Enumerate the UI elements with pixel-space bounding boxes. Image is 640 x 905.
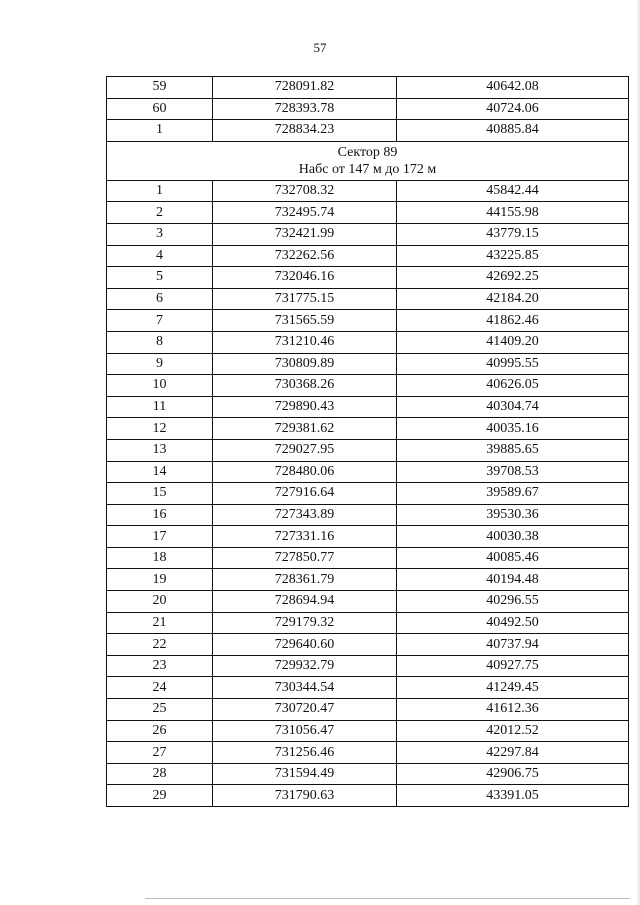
table-row bbox=[107, 245, 629, 267]
x-coordinate-cell: 728694.94 bbox=[213, 591, 397, 613]
y-coordinate-cell: 40296.55 bbox=[397, 591, 629, 613]
x-coordinate-cell: 727916.64 bbox=[213, 483, 397, 505]
x-coordinate-cell: 731594.49 bbox=[213, 763, 397, 785]
table-row bbox=[107, 353, 629, 375]
table-row bbox=[107, 223, 629, 245]
y-coordinate-cell: 39589.67 bbox=[397, 483, 629, 505]
y-coordinate-cell: 40085.46 bbox=[397, 547, 629, 569]
x-coordinate-cell: 728091.82 bbox=[213, 77, 397, 99]
x-coordinate-cell: 729381.62 bbox=[213, 418, 397, 440]
table-row bbox=[107, 569, 629, 591]
table-row bbox=[107, 310, 629, 332]
x-coordinate-cell: 731775.15 bbox=[213, 288, 397, 310]
sector-header-cell bbox=[107, 141, 629, 180]
sector-header-group bbox=[107, 141, 629, 180]
table-row bbox=[107, 591, 629, 613]
table-row bbox=[107, 288, 629, 310]
table-row bbox=[107, 504, 629, 526]
x-coordinate-cell: 731056.47 bbox=[213, 720, 397, 742]
y-coordinate-cell: 40194.48 bbox=[397, 569, 629, 591]
point-number-cell: 7 bbox=[107, 310, 213, 332]
table-row bbox=[107, 439, 629, 461]
table-row bbox=[107, 699, 629, 721]
y-coordinate-cell: 40492.50 bbox=[397, 612, 629, 634]
point-number-cell: 11 bbox=[107, 396, 213, 418]
x-coordinate-cell: 729932.79 bbox=[213, 655, 397, 677]
y-coordinate-cell: 43391.05 bbox=[397, 785, 629, 807]
y-coordinate-cell: 40995.55 bbox=[397, 353, 629, 375]
y-coordinate-cell: 40927.75 bbox=[397, 655, 629, 677]
x-coordinate-cell: 727331.16 bbox=[213, 526, 397, 548]
y-coordinate-cell: 42906.75 bbox=[397, 763, 629, 785]
table-row bbox=[107, 418, 629, 440]
y-coordinate-cell: 41409.20 bbox=[397, 331, 629, 353]
table-row bbox=[107, 202, 629, 224]
x-coordinate-cell: 727343.89 bbox=[213, 504, 397, 526]
y-coordinate-cell: 43779.15 bbox=[397, 223, 629, 245]
point-number-cell: 16 bbox=[107, 504, 213, 526]
x-coordinate-cell: 732708.32 bbox=[213, 180, 397, 202]
x-coordinate-cell: 730720.47 bbox=[213, 699, 397, 721]
y-coordinate-cell: 40035.16 bbox=[397, 418, 629, 440]
point-number-cell: 29 bbox=[107, 785, 213, 807]
point-number-cell: 18 bbox=[107, 547, 213, 569]
x-coordinate-cell: 732421.99 bbox=[213, 223, 397, 245]
point-number-cell: 21 bbox=[107, 612, 213, 634]
table-row bbox=[107, 98, 629, 120]
x-coordinate-cell: 728393.78 bbox=[213, 98, 397, 120]
y-coordinate-cell: 42297.84 bbox=[397, 742, 629, 764]
y-coordinate-cell: 39885.65 bbox=[397, 439, 629, 461]
point-number-cell: 20 bbox=[107, 591, 213, 613]
table-row bbox=[107, 267, 629, 289]
table-row bbox=[107, 120, 629, 142]
y-coordinate-cell: 40304.74 bbox=[397, 396, 629, 418]
point-number-cell: 1 bbox=[107, 120, 213, 142]
table-row bbox=[107, 763, 629, 785]
x-coordinate-cell: 729640.60 bbox=[213, 634, 397, 656]
point-number-cell: 25 bbox=[107, 699, 213, 721]
table-row bbox=[107, 547, 629, 569]
page-edge-shadow bbox=[636, 0, 640, 905]
x-coordinate-cell: 731565.59 bbox=[213, 310, 397, 332]
y-coordinate-cell: 41862.46 bbox=[397, 310, 629, 332]
y-coordinate-cell: 39530.36 bbox=[397, 504, 629, 526]
point-number-cell: 1 bbox=[107, 180, 213, 202]
y-coordinate-cell: 39708.53 bbox=[397, 461, 629, 483]
x-coordinate-cell: 730368.26 bbox=[213, 375, 397, 397]
table-row bbox=[107, 634, 629, 656]
x-coordinate-cell: 728834.23 bbox=[213, 120, 397, 142]
y-coordinate-cell: 41249.45 bbox=[397, 677, 629, 699]
y-coordinate-cell: 43225.85 bbox=[397, 245, 629, 267]
table-body-after bbox=[107, 180, 629, 806]
table-row bbox=[107, 77, 629, 99]
table-row bbox=[107, 483, 629, 505]
x-coordinate-cell: 732262.56 bbox=[213, 245, 397, 267]
y-coordinate-cell: 40030.38 bbox=[397, 526, 629, 548]
y-coordinate-cell: 44155.98 bbox=[397, 202, 629, 224]
x-coordinate-cell: 727850.77 bbox=[213, 547, 397, 569]
y-coordinate-cell: 40885.84 bbox=[397, 120, 629, 142]
y-coordinate-cell: 40724.06 bbox=[397, 98, 629, 120]
y-coordinate-cell: 45842.44 bbox=[397, 180, 629, 202]
table-row bbox=[107, 331, 629, 353]
x-coordinate-cell: 729179.32 bbox=[213, 612, 397, 634]
table-row bbox=[107, 180, 629, 202]
table-row bbox=[107, 612, 629, 634]
point-number-cell: 26 bbox=[107, 720, 213, 742]
x-coordinate-cell: 732046.16 bbox=[213, 267, 397, 289]
point-number-cell: 27 bbox=[107, 742, 213, 764]
sector-title: Сектор 89 bbox=[337, 144, 398, 160]
x-coordinate-cell: 728480.06 bbox=[213, 461, 397, 483]
point-number-cell: 22 bbox=[107, 634, 213, 656]
x-coordinate-cell: 728361.79 bbox=[213, 569, 397, 591]
point-number-cell: 14 bbox=[107, 461, 213, 483]
y-coordinate-cell: 41612.36 bbox=[397, 699, 629, 721]
x-coordinate-cell: 730809.89 bbox=[213, 353, 397, 375]
table-row bbox=[107, 375, 629, 397]
point-number-cell: 10 bbox=[107, 375, 213, 397]
point-number-cell: 17 bbox=[107, 526, 213, 548]
table-row bbox=[107, 677, 629, 699]
table-row bbox=[107, 396, 629, 418]
point-number-cell: 59 bbox=[107, 77, 213, 99]
x-coordinate-cell: 731790.63 bbox=[213, 785, 397, 807]
x-coordinate-cell: 729890.43 bbox=[213, 396, 397, 418]
point-number-cell: 3 bbox=[107, 223, 213, 245]
point-number-cell: 23 bbox=[107, 655, 213, 677]
point-number-cell: 8 bbox=[107, 331, 213, 353]
page-number: 57 bbox=[313, 40, 327, 55]
point-number-cell: 12 bbox=[107, 418, 213, 440]
point-number-cell: 60 bbox=[107, 98, 213, 120]
x-coordinate-cell: 729027.95 bbox=[213, 439, 397, 461]
table-row bbox=[107, 742, 629, 764]
x-coordinate-cell: 730344.54 bbox=[213, 677, 397, 699]
sector-subtitle: Набс от 147 м до 172 м bbox=[298, 161, 437, 177]
point-number-cell: 19 bbox=[107, 569, 213, 591]
x-coordinate-cell: 731256.46 bbox=[213, 742, 397, 764]
coordinates-table bbox=[106, 76, 629, 807]
sector-header-row bbox=[107, 141, 629, 180]
y-coordinate-cell: 42184.20 bbox=[397, 288, 629, 310]
y-coordinate-cell: 40737.94 bbox=[397, 634, 629, 656]
table-row bbox=[107, 461, 629, 483]
point-number-cell: 15 bbox=[107, 483, 213, 505]
point-number-cell: 4 bbox=[107, 245, 213, 267]
bottom-scan-edge bbox=[145, 898, 630, 899]
x-coordinate-cell: 731210.46 bbox=[213, 331, 397, 353]
table-row bbox=[107, 720, 629, 742]
point-number-cell: 6 bbox=[107, 288, 213, 310]
y-coordinate-cell: 42012.52 bbox=[397, 720, 629, 742]
point-number-cell: 24 bbox=[107, 677, 213, 699]
x-coordinate-cell: 732495.74 bbox=[213, 202, 397, 224]
table-row bbox=[107, 526, 629, 548]
y-coordinate-cell: 40642.08 bbox=[397, 77, 629, 99]
point-number-cell: 5 bbox=[107, 267, 213, 289]
point-number-cell: 13 bbox=[107, 439, 213, 461]
table-body-before bbox=[107, 77, 629, 142]
y-coordinate-cell: 42692.25 bbox=[397, 267, 629, 289]
table-row bbox=[107, 655, 629, 677]
y-coordinate-cell: 40626.05 bbox=[397, 375, 629, 397]
table-row bbox=[107, 785, 629, 807]
point-number-cell: 28 bbox=[107, 763, 213, 785]
point-number-cell: 9 bbox=[107, 353, 213, 375]
point-number-cell: 2 bbox=[107, 202, 213, 224]
